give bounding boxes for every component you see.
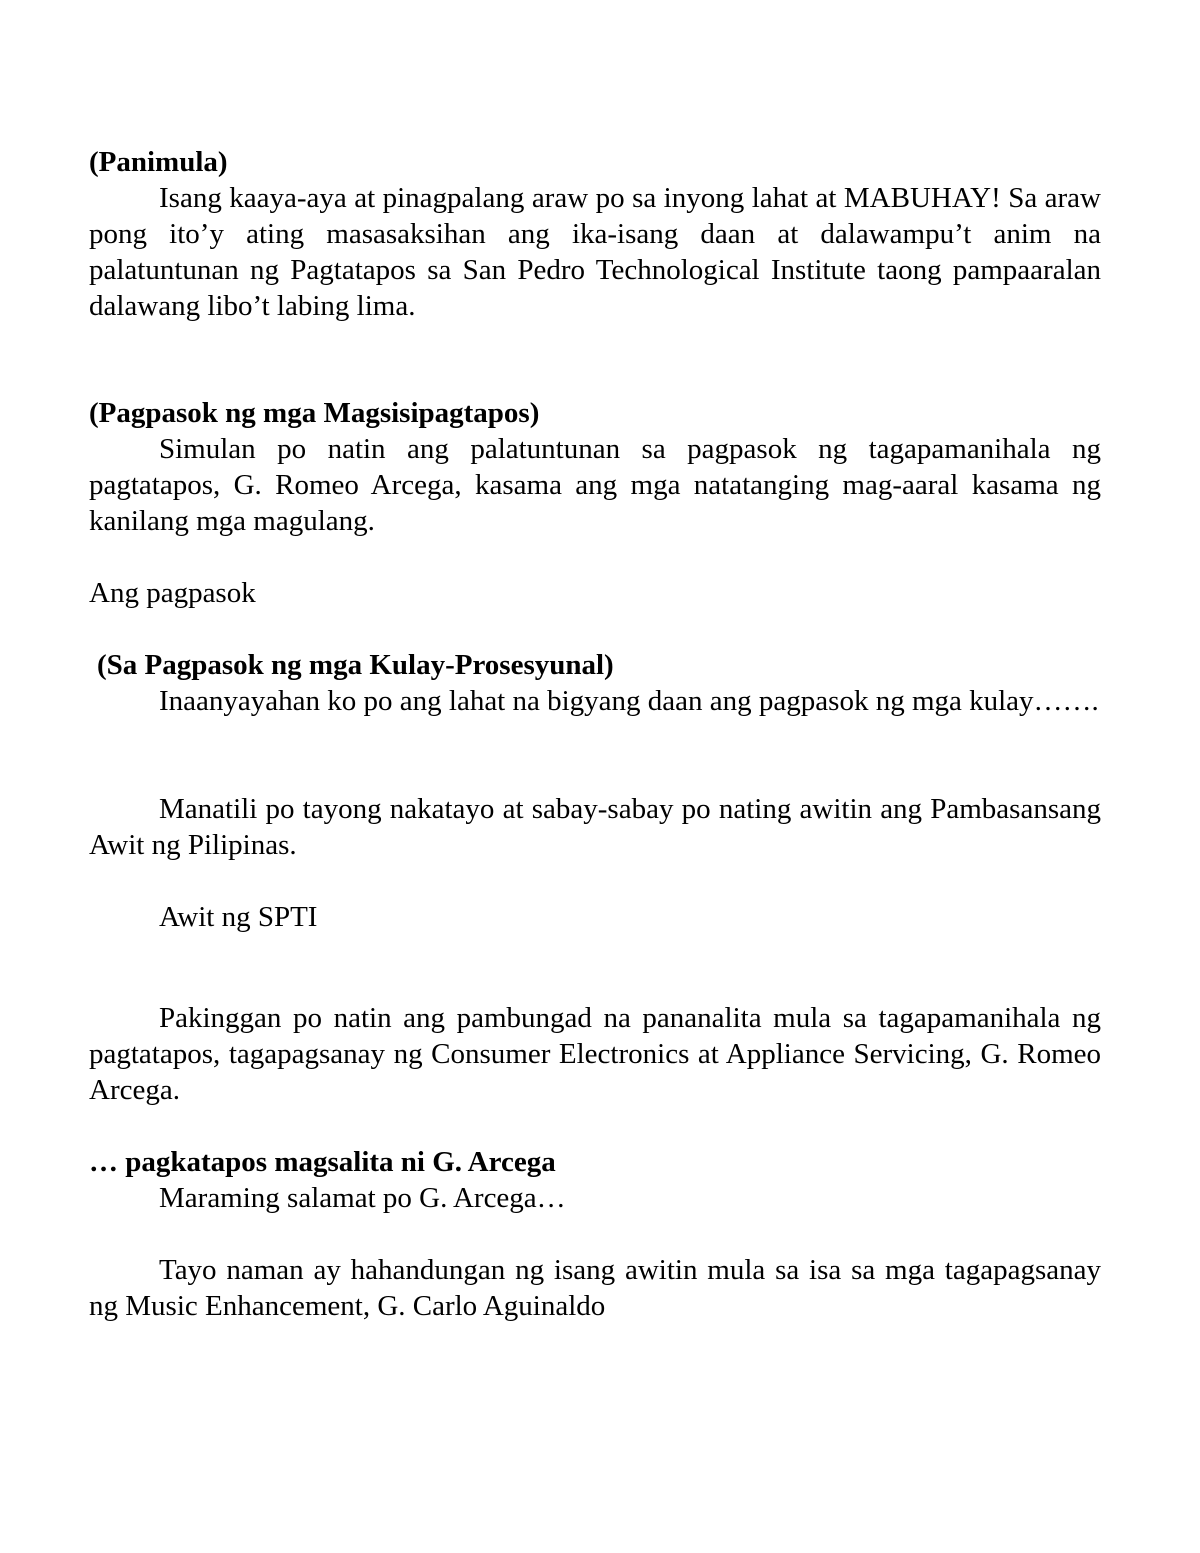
panimula-heading: (Panimula) <box>89 146 228 178</box>
arcega-thanks: Maraming salamat po G. Arcega… <box>159 1182 566 1214</box>
kulay-paragraph: Inaanyayahan ko po ang lahat na bigyang daan ang pagpasok ng mga kulay……. <box>159 685 1099 717</box>
pagpasok-line: Ang pagpasok <box>89 577 256 609</box>
anthem-paragraph: Manatili po tayong nakatayo at sabay-sabay po nating awitin ang Pambasansang Awit ng Pilipinas. <box>89 793 1101 861</box>
kulay-heading: (Sa Pagpasok ng mga Kulay-Prosesyunal) <box>97 649 614 681</box>
pagpasok-paragraph: Simulan po natin ang palatuntunan sa pagpasok ng tagapamanihala ng pagtatapos, G. Romeo Arcega, kasama ang mga natatanging mag-aaral kasama ng kanilang mga magulang. <box>89 433 1101 537</box>
arcega-heading: … pagkatapos magsalita ni G. Arcega <box>89 1146 556 1178</box>
awitin-paragraph: Tayo naman ay hahandungan ng isang awitin mula sa isa sa mga tagapagsanay ng Music Enhancement, G. Carlo Aguinaldo <box>89 1254 1101 1322</box>
hymn-line: Awit ng SPTI <box>159 901 318 933</box>
pambungad-paragraph: Pakinggan po natin ang pambungad na pananalita mula sa tagapamanihala ng pagtatapos, tagapagsanay ng Consumer Electronics at Appliance Servicing, G. Romeo Arcega. <box>89 1002 1101 1106</box>
panimula-paragraph: Isang kaaya-aya at pinagpalang araw po sa inyong lahat at MABUHAY! Sa araw pong ito’y ating masasaksihan ang ika-isang daan at dalawampu’t anim na palatuntunan ng Pagtatapos sa San Pedro Technological Institute taong pampaaralan dalawang libo’t labing lima. <box>89 182 1101 322</box>
pagpasok-heading: (Pagpasok ng mga Magsisipagtapos) <box>89 397 540 429</box>
